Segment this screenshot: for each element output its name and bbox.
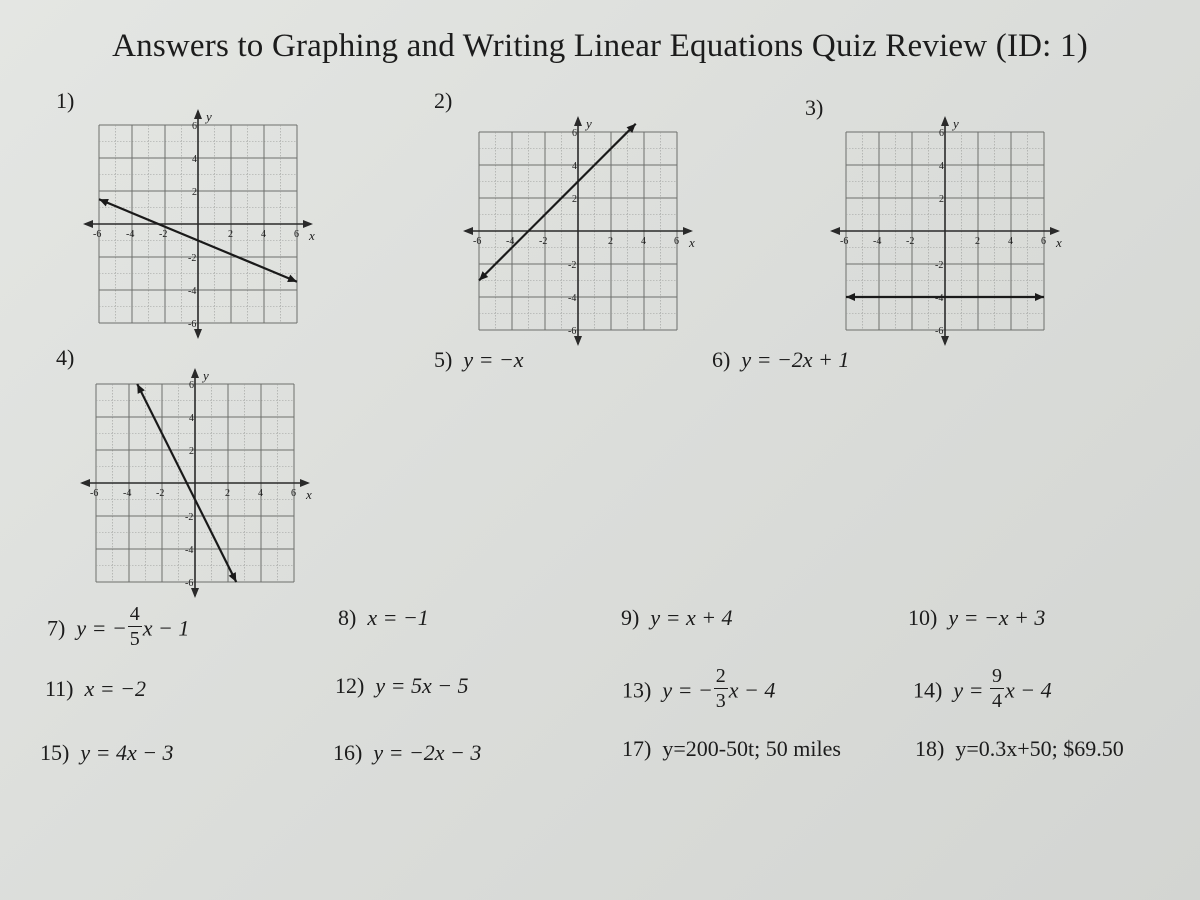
x-axis-arrow-left [83,220,93,228]
x-tick-label: -4 [126,229,135,240]
x-tick-label: -6 [840,236,849,247]
y-tick-label: 6 [572,128,577,139]
x-tick-label: 4 [641,236,646,247]
y-tick-label: 2 [189,446,194,457]
y-tick-label: -2 [935,260,944,271]
y-tick-label: 2 [192,187,197,198]
y-tick-label: 4 [939,161,944,172]
question-3-number: 3) [805,95,824,120]
x-axis-letter: x [1056,235,1062,250]
page-title: Answers to Graphing and Writing Linear Equations Quiz Review (ID: 1) [112,28,1088,64]
y-tick-label: -4 [188,286,197,297]
x-tick-label: 6 [1041,236,1046,247]
y-tick-label: 6 [189,380,194,391]
x-tick-label: -2 [159,229,168,240]
answer-15: 15) y = 4x − 3 [40,740,174,765]
graph-4 [80,362,330,607]
x-axis-letter: x [309,228,315,243]
answer-10: 10) y = −x + 3 [908,605,1046,630]
x-axis-letter: x [306,487,312,502]
y-tick-label: -4 [185,545,194,556]
y-axis-letter: y [586,116,592,131]
fraction: $\frac{4}{5}$ [129,603,140,650]
answer-11: 11) x = −2 [45,676,146,701]
y-tick-label: -6 [568,326,577,337]
y-tick-label: -6 [188,319,197,330]
answer-18: 18) y=0.3x+50; $69.50 [915,736,1124,761]
y-tick-label: -4 [568,293,577,304]
x-axis-arrow-left [80,479,90,487]
x-tick-label: 4 [258,488,263,499]
question-4-number: 4) [56,345,75,370]
x-tick-label: -6 [90,488,99,499]
x-axis-letter: x [689,235,695,250]
y-axis-arrow-down [941,336,949,346]
y-axis-arrow-up [941,116,949,126]
y-axis-arrow-down [191,588,199,598]
x-tick-label: 2 [225,488,230,499]
answer-16: 16) y = −2x − 3 [333,740,482,765]
x-tick-label: -2 [539,236,548,247]
line-arrowhead [1035,293,1044,301]
x-tick-label: -2 [156,488,165,499]
answer-13: 13) y = − $\frac{2}{3}$ x − 4 [622,665,776,712]
x-tick-label: -6 [473,236,482,247]
answer-7: 7) y = − $\frac{4}{5}$ x − 1 [47,603,190,650]
x-tick-label: -4 [123,488,132,499]
x-axis-arrow-right [303,220,313,228]
x-tick-label: 6 [674,236,679,247]
x-tick-label: -4 [506,236,515,247]
y-tick-label: -6 [935,326,944,337]
question-1-number: 1) [56,88,75,113]
y-tick-label: -6 [185,578,194,589]
x-tick-label: -6 [93,229,102,240]
graphed-line [479,124,636,281]
y-tick-label: 6 [192,121,197,132]
answer-9: 9) y = x + 4 [621,605,733,630]
question-2-number: 2) [434,88,453,113]
y-tick-label: 4 [572,161,577,172]
x-tick-label: -4 [873,236,882,247]
y-tick-label: -2 [568,260,577,271]
y-axis-letter: y [203,368,209,383]
answer-8: 8) x = −1 [338,605,429,630]
y-tick-label: -4 [935,293,944,304]
graph-3 [830,110,1080,355]
answer-12: 12) y = 5x − 5 [335,673,469,698]
graph-2 [463,110,713,355]
graph-1 [83,103,333,348]
fraction: $\frac{2}{3}$ [715,665,726,712]
y-axis-arrow-up [194,109,202,119]
answer-6: 6) y = −2x + 1 [712,347,850,372]
x-tick-label: 2 [228,229,233,240]
x-tick-label: 6 [291,488,296,499]
answer-5: 5) y = −x [434,347,524,372]
y-tick-label: -2 [185,512,194,523]
y-axis-arrow-up [191,368,199,378]
y-tick-label: 4 [189,413,194,424]
y-tick-label: -2 [188,253,197,264]
line-arrowhead [846,293,855,301]
y-tick-label: 2 [572,194,577,205]
x-axis-arrow-right [683,227,693,235]
y-axis-letter: y [953,116,959,131]
x-axis-arrow-left [463,227,473,235]
x-tick-label: 2 [975,236,980,247]
y-axis-arrow-up [574,116,582,126]
y-axis-letter: y [206,109,212,124]
x-axis-arrow-right [300,479,310,487]
y-tick-label: 2 [939,194,944,205]
x-tick-label: -2 [906,236,915,247]
answer-14: 14) y = $\frac{9}{4}$ x − 4 [913,665,1052,712]
fraction: $\frac{9}{4}$ [991,665,1002,712]
x-tick-label: 4 [1008,236,1013,247]
x-tick-label: 2 [608,236,613,247]
x-tick-label: 6 [294,229,299,240]
y-tick-label: 6 [939,128,944,139]
x-tick-label: 4 [261,229,266,240]
y-axis-arrow-down [574,336,582,346]
y-tick-label: 4 [192,154,197,165]
y-axis-arrow-down [194,329,202,339]
answer-17: 17) y=200-50t; 50 miles [622,736,841,761]
x-axis-arrow-left [830,227,840,235]
x-axis-arrow-right [1050,227,1060,235]
